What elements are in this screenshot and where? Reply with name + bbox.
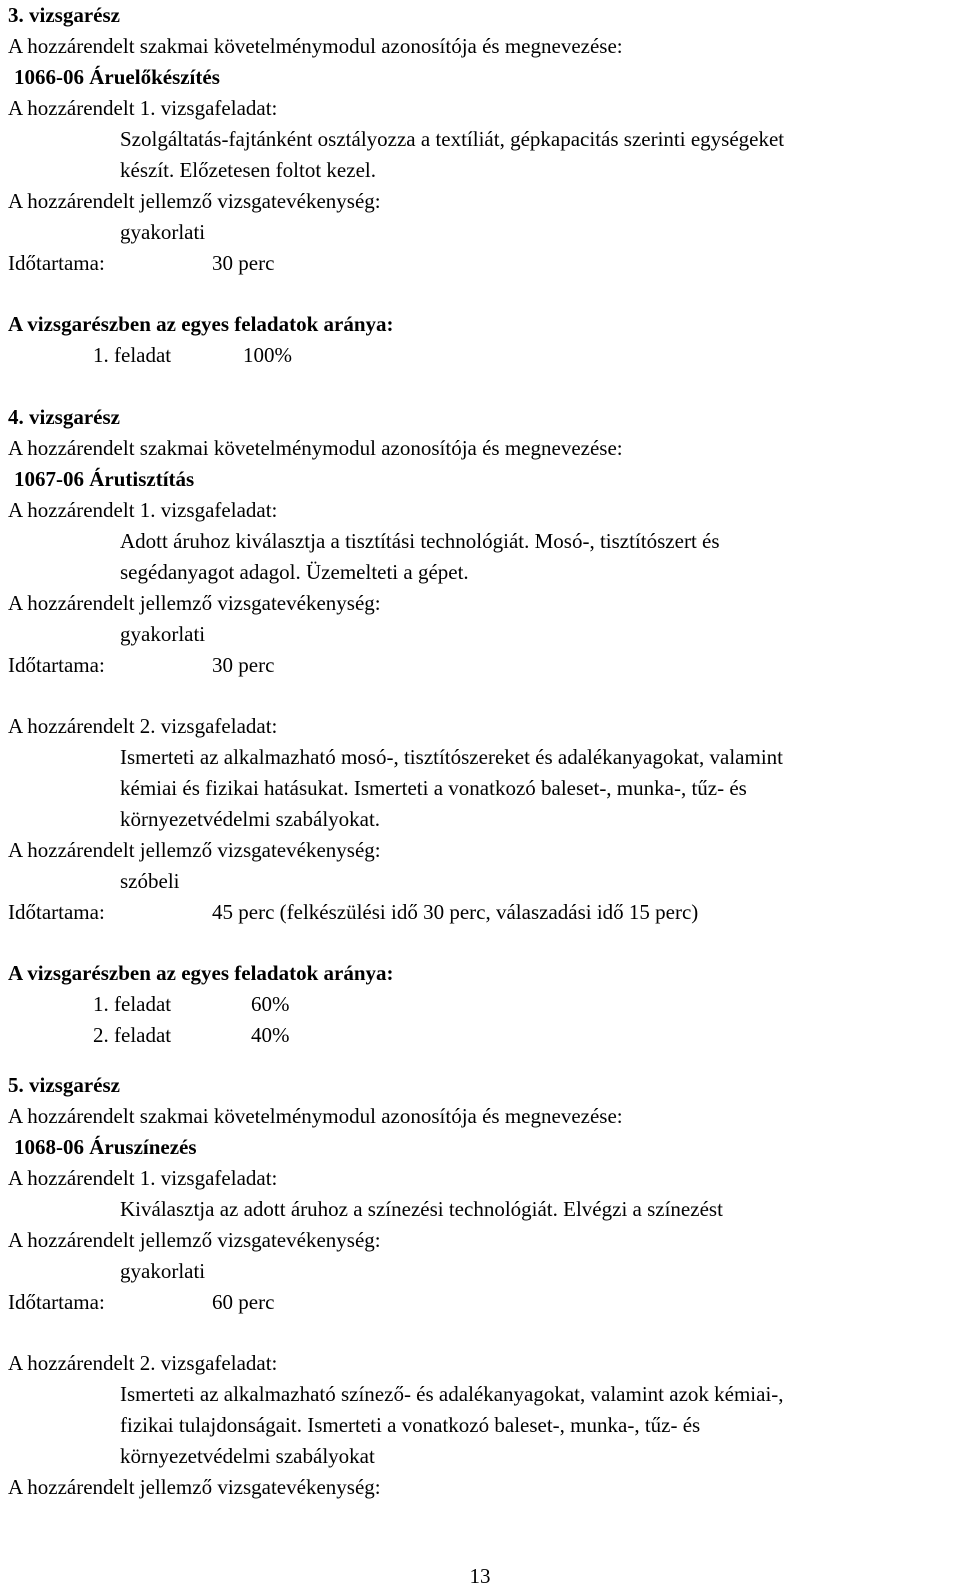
ratio-value: 60% xyxy=(251,992,290,1016)
duration-row xyxy=(8,251,275,275)
activity-type: szóbeli xyxy=(120,869,180,893)
task-text-line: kémiai és fizikai hatásukat. Ismerteti a vonatkozó baleset-, munka-, tűz- és xyxy=(120,776,747,800)
task-label: A hozzárendelt 1. vizsgafeladat: xyxy=(8,96,278,120)
task-text-line: környezetvédelmi szabályokat xyxy=(120,1444,375,1468)
module-name: 1068-06 Áruszínezés xyxy=(14,1135,197,1159)
duration-label: Időtartama: xyxy=(8,251,105,275)
task-text-line: Ismerteti az alkalmazható mosó-, tisztítószereket és adalékanyagokat, valamint xyxy=(120,745,783,769)
duration-value: 30 perc xyxy=(212,251,275,275)
duration-row xyxy=(8,1290,275,1314)
duration-row xyxy=(8,653,275,677)
task-label: A hozzárendelt 1. vizsgafeladat: xyxy=(8,498,278,522)
task-text-line: segédanyagot adagol. Üzemelteti a gépet. xyxy=(120,560,469,584)
module-label: A hozzárendelt szakmai követelménymodul azonosítója és megnevezése: xyxy=(8,34,623,58)
section-title: 3. vizsgarész xyxy=(8,3,120,27)
section-title: 4. vizsgarész xyxy=(8,405,120,429)
ratio-task: 2. feladat xyxy=(93,1023,172,1047)
ratio-title: A vizsgarészben az egyes feladatok aránya: xyxy=(8,961,394,985)
activity-type: gyakorlati xyxy=(120,622,206,646)
task-text-line: Adott áruhoz kiválasztja a tisztítási technológiát. Mosó-, tisztítószert és xyxy=(120,529,720,553)
activity-type: gyakorlati xyxy=(120,1259,206,1283)
ratio-task: 1. feladat xyxy=(93,992,172,1016)
activity-label: A hozzárendelt jellemző vizsgatevékenység: xyxy=(8,189,381,213)
ratio-value: 40% xyxy=(251,1023,290,1047)
task-text-line: környezetvédelmi szabályokat. xyxy=(120,807,381,831)
duration-value: 30 perc xyxy=(212,653,275,677)
ratio-task: 1. feladat xyxy=(93,343,172,367)
task-text-line: Kiválasztja az adott áruhoz a színezési technológiát. Elvégzi a színezést xyxy=(120,1197,723,1221)
duration-row xyxy=(8,900,699,924)
page-number: 13 xyxy=(469,1564,491,1588)
duration-label: Időtartama: xyxy=(8,1290,105,1314)
task-label: A hozzárendelt 2. vizsgafeladat: xyxy=(8,1351,278,1375)
module-label: A hozzárendelt szakmai követelménymodul azonosítója és megnevezése: xyxy=(8,1104,623,1128)
module-label: A hozzárendelt szakmai követelménymodul azonosítója és megnevezése: xyxy=(8,436,623,460)
task-text-line: Szolgáltatás-fajtánként osztályozza a textíliát, gépkapacitás szerinti egységeket xyxy=(120,127,785,151)
activity-type: gyakorlati xyxy=(120,220,206,244)
ratio-value: 100% xyxy=(243,343,292,367)
duration-value: 45 perc (felkészülési idő 30 perc, válaszadási idő 15 perc) xyxy=(212,900,699,924)
duration-label: Időtartama: xyxy=(8,653,105,677)
section-title: 5. vizsgarész xyxy=(8,1073,120,1097)
ratio-title: A vizsgarészben az egyes feladatok aránya: xyxy=(8,312,394,336)
module-name: 1066-06 Áruelőkészítés xyxy=(14,65,220,89)
duration-value: 60 perc xyxy=(212,1290,275,1314)
task-text-line: Ismerteti az alkalmazható színező- és adalékanyagokat, valamint azok kémiai-, xyxy=(120,1382,784,1406)
task-label: A hozzárendelt 1. vizsgafeladat: xyxy=(8,1166,278,1190)
activity-label: A hozzárendelt jellemző vizsgatevékenység: xyxy=(8,838,381,862)
task-label: A hozzárendelt 2. vizsgafeladat: xyxy=(8,714,278,738)
duration-label: Időtartama: xyxy=(8,900,105,924)
activity-label: A hozzárendelt jellemző vizsgatevékenység: xyxy=(8,1475,381,1499)
task-text-line: készít. Előzetesen foltot kezel. xyxy=(120,158,376,182)
activity-label: A hozzárendelt jellemző vizsgatevékenység: xyxy=(8,591,381,615)
activity-label: A hozzárendelt jellemző vizsgatevékenység: xyxy=(8,1228,381,1252)
module-name: 1067-06 Árutisztítás xyxy=(14,467,195,491)
task-text-line: fizikai tulajdonságait. Ismerteti a vonatkozó baleset-, munka-, tűz- és xyxy=(120,1413,701,1437)
